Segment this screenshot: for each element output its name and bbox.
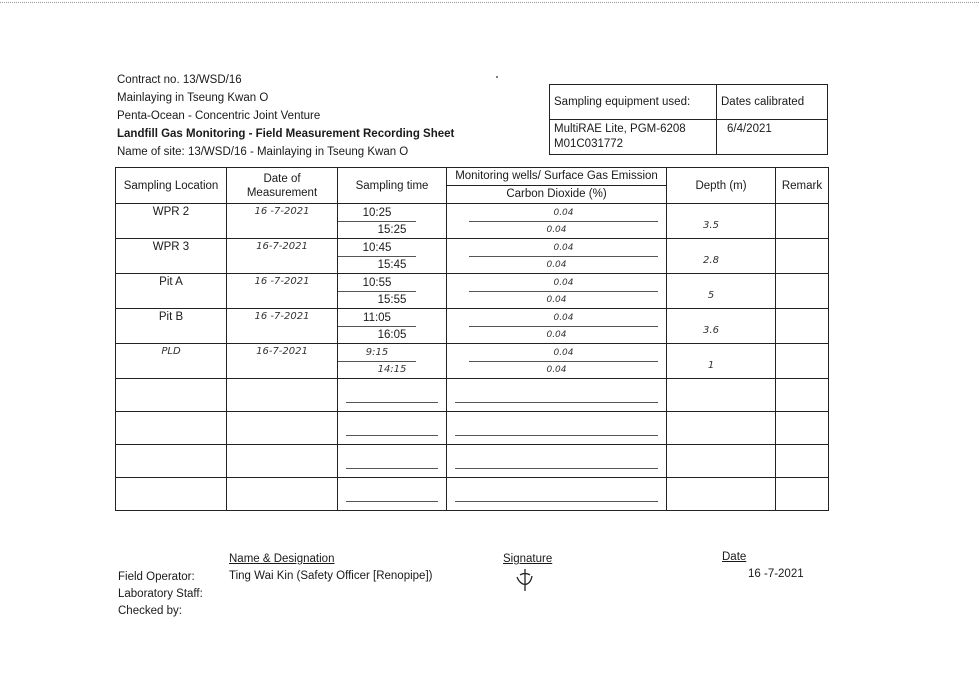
time-first: 9:15 [338, 345, 416, 362]
table-row-empty [116, 412, 829, 445]
remark-cell [776, 478, 829, 511]
co2-first: 0.04 [469, 345, 658, 362]
equipment-cell [550, 120, 717, 155]
date-cell: 16 -7-2021 [227, 274, 338, 309]
field-operator-label: Field Operator: [118, 571, 195, 583]
lab-staff-label: Laboratory Staff: [118, 588, 203, 600]
remark-cell [776, 204, 829, 239]
col-header-time: Sampling time [338, 168, 447, 204]
location-cell: Pit A [116, 274, 227, 309]
depth-cell: 3.5 [667, 204, 776, 239]
co2-first: 0.04 [469, 275, 658, 292]
date-cell [227, 478, 338, 511]
date-cell [227, 412, 338, 445]
depth-cell: 2.8 [667, 239, 776, 274]
signature-heading: Signature [503, 553, 553, 565]
measurement-table [115, 167, 829, 511]
co2-second: 0.04 [546, 330, 567, 340]
depth-cell: 3.6 [667, 309, 776, 344]
co2-cell [447, 445, 667, 478]
col-header-location: Sampling Location [116, 168, 227, 204]
remark-cell [776, 274, 829, 309]
date-cell: 16 -7-2021 [227, 309, 338, 344]
date-cell: 16 -7-2021 [227, 204, 338, 239]
signed-date: 16 -7-2021 [748, 568, 804, 580]
col-header-remark: Remark [776, 168, 829, 204]
handwritten-signature [512, 567, 538, 593]
date-cell [227, 379, 338, 412]
equipment-serial: M01C031772 [554, 138, 624, 150]
co2-first: 0.04 [469, 240, 658, 257]
depth-cell: 1 [667, 344, 776, 379]
depth-cell [667, 445, 776, 478]
table-row [116, 274, 829, 309]
time-cell [338, 478, 447, 511]
co2-cell [447, 344, 667, 379]
time-first: 11:05 [338, 310, 416, 327]
time-cell [338, 239, 447, 274]
remark-cell [776, 379, 829, 412]
time-second: 15:45 [377, 259, 407, 271]
table-row [116, 204, 829, 239]
table-row-empty [116, 478, 829, 511]
date-cell [227, 445, 338, 478]
co2-cell [447, 274, 667, 309]
remark-cell [776, 309, 829, 344]
time-cell [338, 274, 447, 309]
co2-second: 0.04 [546, 365, 567, 375]
equipment-model: MultiRAE Lite, PGM-6208 [554, 123, 686, 135]
location-cell: Pit B [116, 309, 227, 344]
co2-cell [447, 379, 667, 412]
monitoring-header: Monitoring wells/ Surface Gas Emission [447, 168, 666, 186]
depth-cell [667, 412, 776, 445]
location-cell [116, 412, 227, 445]
time-cell [338, 379, 447, 412]
depth-cell [667, 379, 776, 412]
time-cell [338, 344, 447, 379]
time-second: 14:15 [377, 364, 407, 375]
depth-cell [667, 478, 776, 511]
equipment-table [549, 84, 828, 155]
table-row-empty [116, 379, 829, 412]
scan-speck [496, 76, 498, 78]
co2-cell [447, 239, 667, 274]
contract-number: Contract no. 13/WSD/16 [117, 74, 242, 86]
location-cell: WPR 2 [116, 204, 227, 239]
sheet-title: Landfill Gas Monitoring - Field Measurement Recording Sheet [117, 128, 455, 140]
time-second: 15:25 [377, 224, 407, 236]
time-second: 15:55 [377, 294, 407, 306]
project-name: Mainlaying in Tseung Kwan O [117, 92, 269, 104]
time-first: 10:25 [338, 205, 416, 222]
co2-header: Carbon Dioxide (%) [506, 188, 607, 200]
table-row [116, 309, 829, 344]
calibration-date: 6/4/2021 [717, 120, 828, 155]
location-cell [116, 445, 227, 478]
co2-cell [447, 204, 667, 239]
co2-first: 0.04 [469, 310, 658, 327]
date-cell: 16-7-2021 [227, 239, 338, 274]
time-first: 10:55 [338, 275, 416, 292]
remark-cell [776, 344, 829, 379]
site-name: Name of site: 13/WSD/16 - Mainlaying in Tseung Kwan O [117, 146, 409, 158]
remark-cell [776, 412, 829, 445]
date-cell: 16-7-2021 [227, 344, 338, 379]
co2-second: 0.04 [546, 295, 567, 305]
time-cell [338, 445, 447, 478]
co2-second: 0.04 [546, 260, 567, 270]
location-cell: WPR 3 [116, 239, 227, 274]
time-cell [338, 412, 447, 445]
co2-second: 0.04 [546, 225, 567, 235]
equipment-header: Sampling equipment used: [550, 85, 717, 120]
col-header-depth: Depth (m) [667, 168, 776, 204]
name-designation-heading: Name & Designation [229, 553, 335, 565]
remark-cell [776, 445, 829, 478]
date-heading: Date [722, 551, 747, 563]
document-header [117, 71, 454, 161]
time-cell [338, 309, 447, 344]
co2-cell [447, 309, 667, 344]
remark-cell [776, 239, 829, 274]
co2-cell [447, 412, 667, 445]
table-row [116, 239, 829, 274]
col-header-date: Date of Measurement [227, 168, 338, 204]
location-cell: PLD [116, 344, 227, 379]
location-cell [116, 478, 227, 511]
operator-name: Ting Wai Kin (Safety Officer [Renopipe]) [229, 570, 433, 582]
contractor-name: Penta-Ocean - Concentric Joint Venture [117, 110, 321, 122]
col-header-monitoring [447, 168, 667, 204]
depth-cell: 5 [667, 274, 776, 309]
checked-by-label: Checked by: [118, 605, 182, 617]
co2-first: 0.04 [469, 205, 658, 222]
location-cell [116, 379, 227, 412]
co2-cell [447, 478, 667, 511]
time-first: 10:45 [338, 240, 416, 257]
time-second: 16:05 [377, 329, 407, 341]
calibration-header: Dates calibrated [717, 85, 828, 120]
time-cell [338, 204, 447, 239]
table-row [116, 344, 829, 379]
scan-edge-line [0, 2, 979, 4]
table-row-empty [116, 445, 829, 478]
